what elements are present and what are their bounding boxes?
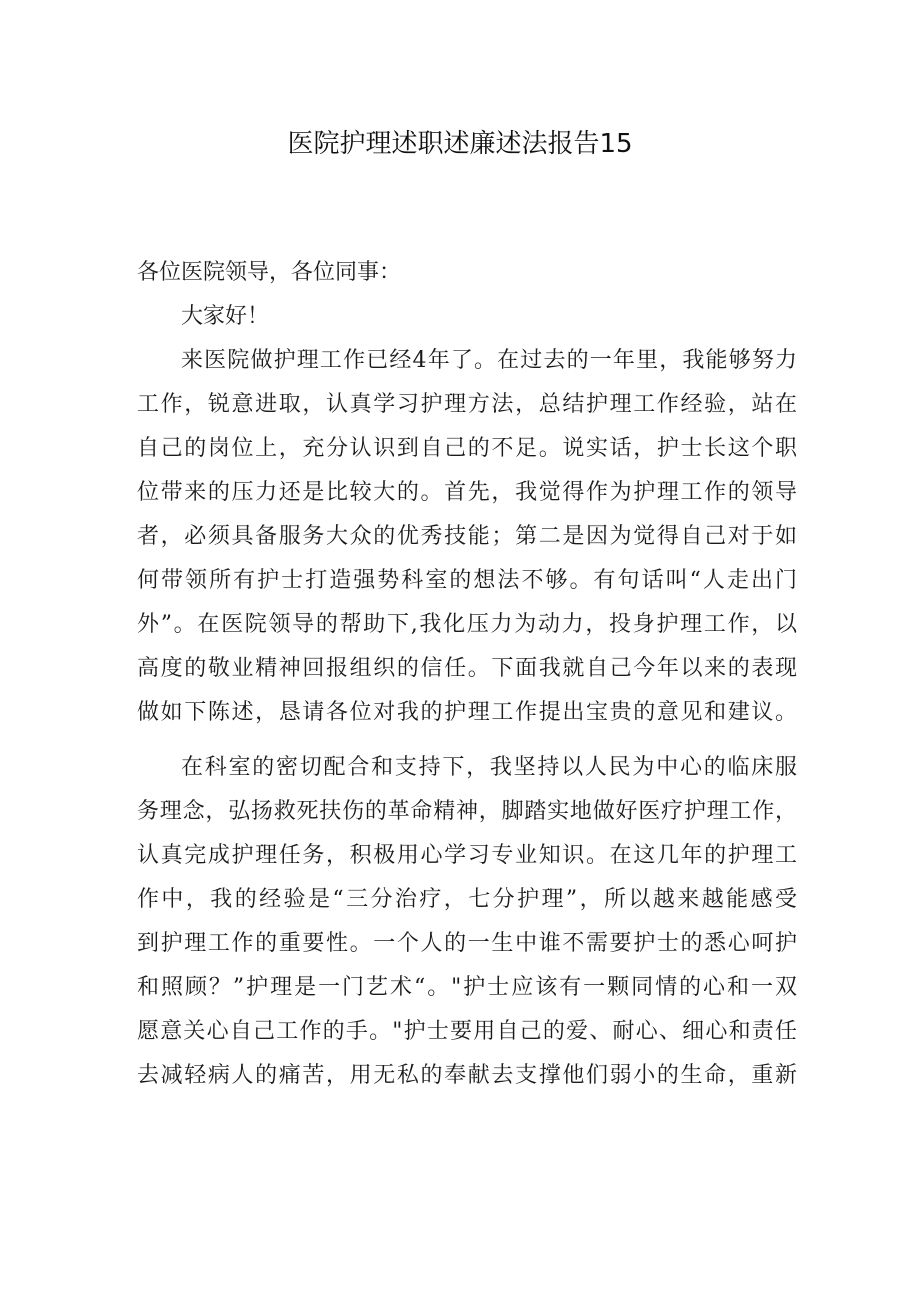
paragraph-2 — [137, 746, 797, 1098]
paragraph-line: 务理念，弘扬救死扶伤的革命精神，脚踏实地做好医疗护理工作， — [137, 799, 797, 824]
paragraph-line: 和照顾？”护理是一门艺术“。"护士应该有一颗同情的心和一双 — [137, 975, 797, 1000]
paragraph-line: 何带领所有护士打造强势科室的想法不够。有句话叫“人走出门 — [137, 568, 797, 593]
paragraph-1 — [137, 339, 797, 735]
paragraph-line: 做如下陈述，恳请各位对我的护理工作提出宝贵的意见和建议。 — [137, 700, 797, 725]
salutation: 各位医院领导，各位同事： — [137, 260, 402, 285]
paragraph-line: 外”。在医院领导的帮助下,我化压力为动力，投身护理工作，以 — [137, 612, 797, 637]
paragraph-line: 愿意关心自己工作的手。"护士要用自己的爱、耐心、细心和责任 — [137, 1019, 797, 1044]
greeting: 大家好！ — [181, 304, 270, 329]
paragraph-line: 认真完成护理任务，积极用心学习专业知识。在这几年的护理工 — [137, 843, 797, 868]
paragraph-line: 去减轻病人的痛苦，用无私的奉献去支撑他们弱小的生命，重新 — [137, 1063, 797, 1088]
paragraph-line: 作中，我的经验是“三分治疗，七分护理”，所以越来越能感受 — [137, 887, 797, 912]
paragraph-line: 自己的岗位上，充分认识到自己的不足。说实话，护士长这个职 — [137, 436, 797, 461]
paragraph-line: 者，必须具备服务大众的优秀技能；第二是因为觉得自己对于如 — [137, 524, 797, 549]
paragraph-line: 工作，锐意进取，认真学习护理方法，总结护理工作经验，站在 — [137, 392, 797, 417]
document-title: 医院护理述职述廉述法报告15 — [287, 129, 633, 159]
paragraph-gap — [137, 735, 797, 746]
paragraph-line: 高度的敬业精神回报组织的信任。下面我就自己今年以来的表现 — [137, 656, 797, 681]
document-body — [137, 251, 797, 1098]
paragraph-line: 位带来的压力还是比较大的。首先，我觉得作为护理工作的领导 — [137, 480, 797, 505]
paragraph-line: 来医院做护理工作已经4年了。在过去的一年里，我能够努力 — [181, 348, 797, 373]
paragraph-line: 在科室的密切配合和支持下，我坚持以人民为中心的临床服 — [181, 755, 797, 780]
paragraph-line: 到护理工作的重要性。一个人的一生中谁不需要护士的悉心呵护 — [137, 931, 797, 956]
